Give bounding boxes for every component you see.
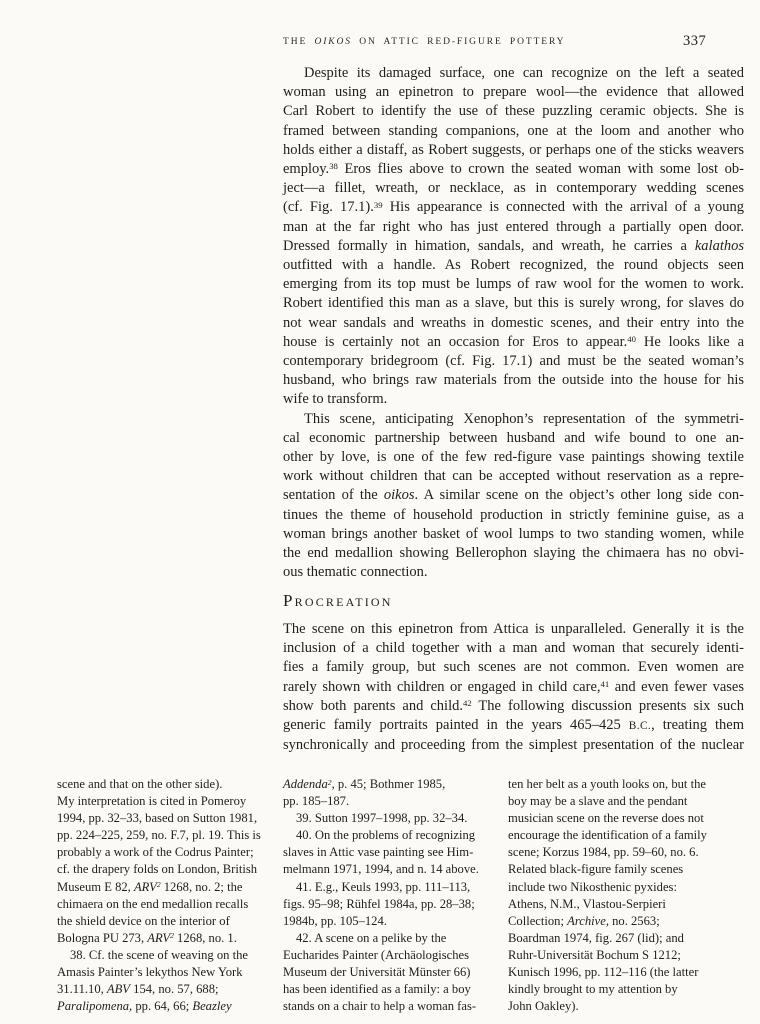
text-line (57, 879, 276, 896)
text-run: 38. Cf. the scene of weaving on the (70, 947, 249, 962)
text-run: Museum der Universität Münster 66) (283, 965, 471, 980)
text-run: (cf. Fig. 17.1). (283, 199, 374, 216)
text-run: Ruhr-Universität Bochum S 1212; (508, 947, 681, 962)
text-run: Boardman 1974, fig. 267 (lid); and (508, 930, 684, 945)
footnote-ref: 40 (627, 333, 636, 344)
text-run: B.C. (628, 720, 652, 733)
text-line (508, 861, 727, 878)
text-line (57, 810, 276, 827)
text-line (508, 981, 727, 998)
text-run: . A similar scene on the object’s other long side con- (414, 487, 744, 504)
text-run: He looks like a (635, 333, 745, 350)
text-run: other by love, is one of the few red-figure vase paintings showing textile (283, 449, 744, 466)
footnote-ref: 38 (329, 161, 338, 172)
paragraph-3-container (283, 620, 744, 755)
text-line (57, 981, 276, 998)
text-run: John Oakley). (508, 999, 579, 1014)
text-run: employ. (283, 161, 330, 178)
paragraph-2 (283, 410, 744, 583)
text-line (283, 122, 744, 141)
text-run: show both parents and child. (283, 697, 463, 714)
footnote-ref: 41 (600, 678, 610, 689)
text-run: Eros flies above to crown the seated woman with some lost ob- (337, 161, 744, 178)
text-line (283, 844, 500, 861)
text-run: Collection; (508, 913, 568, 928)
text-run: 1268, no. 2; the (160, 879, 243, 894)
text-line (57, 964, 276, 981)
text-line (508, 964, 727, 981)
text-run: ARV (147, 930, 171, 945)
text-line (57, 776, 276, 793)
text-line (283, 486, 744, 505)
text-run: slaves in Attic vase painting see Him- (283, 845, 474, 860)
text-line (57, 844, 276, 861)
footnote-column-1 (57, 776, 276, 1015)
footnote-column-3 (508, 776, 727, 1015)
text-run: generic family portraits painted in the years 465–425 (283, 717, 629, 734)
text-run: no. 2563; (608, 913, 660, 928)
text-run: wife to transform. (283, 391, 388, 408)
text-line (283, 998, 500, 1015)
text-line (283, 141, 744, 160)
text-run: Dressed formally in himation, sandals, and wreath, he carries a (283, 237, 695, 254)
text-run: and even fewer vases (609, 678, 744, 695)
text-run: pp. 64, 66; (132, 999, 193, 1014)
text-run: melmann 1971, 1994, and n. 14 above. (283, 862, 479, 877)
text-run: Addenda (283, 777, 328, 791)
text-line (283, 410, 744, 429)
text-line (283, 981, 500, 998)
text-line (508, 913, 727, 930)
footnote-ref: 39 (373, 199, 383, 210)
paragraph-1 (283, 64, 744, 410)
text-run: probably a work of the Codrus Painter; (57, 845, 254, 860)
footnote-ref: 2 (170, 931, 174, 941)
text-line (283, 256, 744, 275)
running-head (283, 37, 565, 47)
text-line (283, 179, 744, 198)
text-run: work without children that can be accepted without reservation as a repre- (283, 468, 744, 485)
text-run: Amasis Painter’s lekythos New York (57, 965, 243, 980)
text-run: 1994, pp. 32–33, based on Sutton 1981, (57, 811, 258, 826)
text-line (283, 218, 744, 237)
text-run: stands on a chair to help a woman fas- (283, 999, 477, 1014)
text-run: pp. 224–225, 259, no. F.7, pl. 19. This is (57, 828, 261, 843)
text-line (283, 793, 500, 810)
text-line (508, 998, 727, 1015)
text-line (283, 947, 500, 964)
footnote-ref: 42 (462, 697, 472, 708)
text-run: scene; Korzus 1984, pp. 59–60, no. 6. (508, 845, 699, 860)
text-run: figs. 95–98; Rühfel 1984a, pp. 28–38; (283, 896, 475, 911)
footnote-ref: 2 (156, 880, 161, 890)
text-run: husband, who brings raw materials from the outside into the house for his (283, 372, 744, 389)
text-run: Robert identified this man as a slave, but this is surely wrong, for slaves do (283, 295, 744, 312)
text-line (283, 275, 744, 294)
text-line (283, 879, 500, 896)
text-line (283, 64, 744, 83)
text-line (283, 563, 744, 582)
text-run: Carl Robert to identify the use of these puzzling ceramic objects. She is (283, 103, 744, 120)
text-run: My interpretation is cited in Pomeroy (57, 794, 247, 809)
text-run: 42. A scene on a pelike by the (296, 930, 447, 945)
text-line (508, 827, 727, 844)
text-line (283, 525, 744, 544)
text-run: the end medallion showing Bellerophon slaying the chimaera has no obvi- (283, 545, 744, 562)
text-line (283, 930, 500, 947)
text-run: , treating them (651, 717, 744, 734)
text-run: ABV (106, 982, 131, 997)
text-line (283, 776, 500, 793)
text-run: emerging from its top must be lumps of raw wool for the women to work. (283, 276, 744, 293)
text-run: , p. 45; Bothmer 1985, (331, 777, 446, 791)
text-line (283, 83, 744, 102)
text-line (508, 776, 727, 793)
text-run: man at the far right who has just entered through a partially open door. (283, 218, 744, 235)
text-line (508, 896, 727, 913)
text-run: OIKOS (314, 37, 352, 47)
text-run: cal economic partnership between husband and wife bound to one an- (283, 429, 744, 446)
footnote-ref: 2 (327, 777, 332, 787)
text-run: oikos (383, 487, 415, 504)
text-run: encourage the identification of a family (508, 828, 707, 843)
text-line (283, 736, 744, 755)
text-run: ject—a fillet, wreath, or necklace, as in contemporary wedding scenes (283, 180, 744, 197)
text-run: 154, no. 57, 688; (130, 982, 219, 997)
text-run: tinues the theme of household production in strictly feminine guise, as a (283, 506, 744, 523)
text-run: Despite its damaged surface, one can recognize on the left a seated (304, 65, 744, 81)
text-line (283, 544, 744, 563)
text-run: The following discussion presents six such (471, 697, 744, 714)
text-run: Related black-figure family scenes (508, 862, 684, 877)
text-run: The scene on this epinetron from Attica is unparalleled. Generally it is the (283, 621, 744, 637)
text-run: 1268, no. 1. (173, 930, 237, 945)
text-run: rarely shown with children or engaged in child care, (283, 678, 601, 695)
text-run: pp. 185–187. (283, 794, 350, 809)
text-run: musician scene on the reverse does not (508, 811, 704, 826)
text-line (508, 930, 727, 947)
text-run: holds either a distaff, as Robert suggests, or perhaps one of the sticks weavers (283, 141, 744, 158)
text-line (283, 964, 500, 981)
text-run: house is certainly not an occasion for Eros to appear. (283, 333, 628, 350)
text-run: woman using an epinetron to prepare wool—the evidence that allowed (283, 84, 744, 101)
text-line (283, 861, 500, 878)
text-line (283, 390, 744, 409)
text-run: Museum E 82, (57, 879, 134, 894)
text-line (57, 827, 276, 844)
text-run: Athens, N.M., Vlastou-Serpieri (508, 896, 666, 911)
text-line (508, 810, 727, 827)
text-run: 31.11.10, (57, 982, 107, 997)
text-run: boy may be a slave and the pendant (508, 794, 688, 809)
section-heading: Procreation (283, 591, 393, 610)
text-line (283, 429, 744, 448)
text-line (283, 467, 744, 486)
text-run: framed between standing companions, one at the loom and another who (283, 122, 744, 139)
text-line (508, 947, 727, 964)
text-run: This scene, anticipating Xenophon’s representation of the symmetri- (304, 410, 744, 427)
text-run: outfitted with a handle. As Robert recognized, the round objects seen (283, 257, 744, 274)
text-run: woman brings another basket of wool lumps to two standing women, while (283, 525, 744, 542)
text-line (283, 448, 744, 467)
text-line (283, 198, 744, 217)
page-number: 337 (683, 33, 707, 49)
text-line (283, 658, 744, 677)
text-line (508, 844, 727, 861)
text-run: cf. the drapery folds on London, British (57, 862, 258, 877)
text-line (508, 793, 727, 810)
text-run: the shield device on the interior of (57, 913, 230, 928)
text-run: fies a family group, but such scenes are not common. Even women are (283, 659, 744, 676)
text-run: ous thematic connection. (283, 564, 428, 581)
text-line (57, 930, 276, 947)
text-line (57, 913, 276, 930)
text-line (57, 998, 276, 1015)
text-run: not wear sandals and wreaths in domestic scenes, and their entry into the (283, 314, 744, 331)
text-run: ten her belt as a youth looks on, but the (508, 777, 706, 791)
text-run: Kunisch 1996, pp. 112–116 (the latter (508, 965, 699, 980)
text-run: 1984b, pp. 105–124. (283, 913, 387, 928)
text-line (283, 371, 744, 390)
text-run: 41. E.g., Keuls 1993, pp. 111–113, (296, 879, 471, 894)
text-run: Beazley (192, 999, 232, 1014)
text-run: Eucharides Painter (Archäologisches (283, 947, 470, 962)
text-run: ON ATTIC RED-FIGURE POTTERY (351, 37, 566, 47)
text-line (57, 793, 276, 810)
text-run: chimaera on the end medallion recalls (57, 896, 249, 911)
text-run: has been identified as a family: a boy (283, 982, 471, 997)
text-run: include two Nikosthenic pyxides: (508, 879, 677, 894)
text-line (283, 160, 744, 179)
text-line (283, 896, 500, 913)
text-run: inclusion of a child together with a man and woman that securely identi- (283, 640, 744, 657)
text-line (283, 352, 744, 371)
text-line (283, 237, 744, 256)
footnote-column-2 (283, 776, 500, 1015)
text-run: kalathos (694, 237, 744, 254)
text-line (283, 333, 744, 352)
paragraph-3 (283, 620, 744, 755)
text-line (283, 294, 744, 313)
text-run: synchronically and proceeding from the simplest presentation of the nuclear (283, 737, 744, 754)
text-line (57, 861, 276, 878)
text-line (508, 879, 727, 896)
text-line (57, 947, 276, 964)
text-line (283, 620, 744, 639)
text-line (57, 896, 276, 913)
text-line (283, 506, 744, 525)
text-run: Bologna PU 273, (57, 930, 148, 945)
text-line (283, 827, 500, 844)
text-run: kindly brought to my attention by (508, 982, 678, 997)
text-run: 40. On the problems of recognizing (296, 828, 476, 843)
text-run: ARV (133, 879, 157, 894)
text-line (283, 639, 744, 658)
text-line (283, 678, 744, 697)
text-line (283, 102, 744, 121)
text-run: THE (283, 37, 315, 47)
text-run: 39. Sutton 1997–1998, pp. 32–34. (296, 811, 468, 826)
text-line (283, 697, 744, 716)
text-run: His appearance is connected with the arrival of a young (382, 199, 745, 216)
text-line (283, 913, 500, 930)
text-run: sentation of the (283, 487, 384, 504)
text-line (283, 716, 744, 736)
text-run: Archive, (567, 913, 609, 928)
text-line (283, 810, 500, 827)
text-line (283, 314, 744, 333)
text-run: Paralipomena, (57, 999, 133, 1014)
body-text (283, 64, 744, 582)
text-run: contemporary bridegroom (cf. Fig. 17.1) and must be the seated woman’s (283, 353, 744, 370)
text-run: scene and that on the other side). (57, 777, 223, 791)
